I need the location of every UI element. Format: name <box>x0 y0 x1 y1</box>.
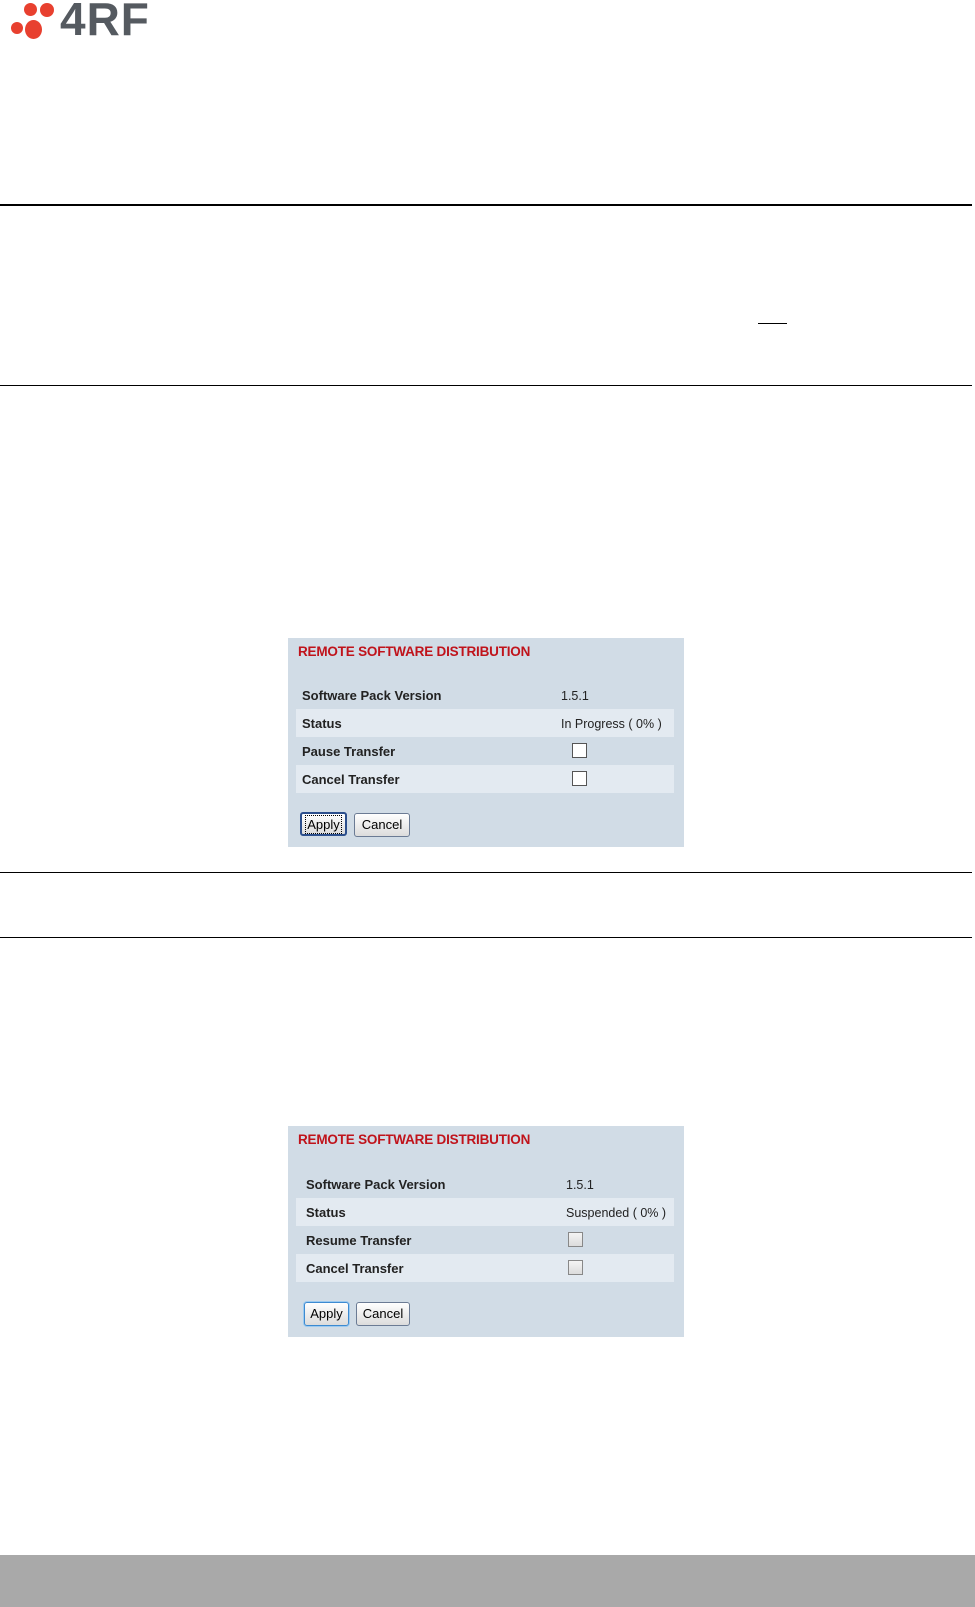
software-pack-version-row <box>296 1170 674 1198</box>
cancel-transfer-label: Cancel Transfer <box>306 1261 404 1276</box>
pause-transfer-row <box>296 737 674 765</box>
resume-transfer-label: Resume Transfer <box>306 1233 412 1248</box>
footer-bar <box>0 1555 975 1607</box>
cancel-transfer-label: Cancel Transfer <box>302 772 400 787</box>
cancel-transfer-row <box>296 1254 674 1282</box>
status-value: In Progress ( 0% ) <box>561 717 662 731</box>
underline-mark <box>758 323 787 324</box>
status-row <box>296 1198 674 1226</box>
divider <box>0 937 972 938</box>
status-value: Suspended ( 0% ) <box>566 1206 667 1220</box>
panel-title: REMOTE SOFTWARE DISTRIBUTION <box>298 1132 531 1147</box>
company-logo <box>10 0 150 45</box>
remote-software-distribution-panel-in-progress <box>288 638 684 847</box>
software-pack-version-label: Software Pack Version <box>306 1177 446 1192</box>
divider-top <box>0 204 972 206</box>
panel-title: REMOTE SOFTWARE DISTRIBUTION <box>298 644 531 659</box>
cancel-button[interactable]: Cancel <box>356 1302 410 1326</box>
cancel-transfer-row <box>296 765 674 793</box>
status-label: Status <box>302 716 342 731</box>
apply-button[interactable]: Apply <box>304 1302 349 1326</box>
divider <box>0 385 972 386</box>
resume-transfer-row <box>296 1226 674 1254</box>
status-label: Status <box>306 1205 346 1220</box>
software-pack-version-value: 1.5.1 <box>566 1178 594 1192</box>
pause-transfer-label: Pause Transfer <box>302 744 396 759</box>
logo-text: 4RF <box>60 0 150 45</box>
cancel-transfer-checkbox[interactable] <box>572 771 587 786</box>
remote-software-distribution-panel-suspended <box>288 1126 684 1337</box>
resume-transfer-checkbox[interactable] <box>568 1232 583 1247</box>
divider <box>0 872 972 873</box>
software-pack-version-row <box>296 681 674 709</box>
cancel-button[interactable]: Cancel <box>354 813 410 837</box>
logo-dots-icon <box>10 0 56 45</box>
software-pack-version-value: 1.5.1 <box>561 689 589 703</box>
status-row <box>296 709 674 737</box>
software-pack-version-label: Software Pack Version <box>302 688 442 703</box>
apply-button[interactable]: Apply <box>300 812 347 836</box>
cancel-transfer-checkbox[interactable] <box>568 1260 583 1275</box>
pause-transfer-checkbox[interactable] <box>572 743 587 758</box>
